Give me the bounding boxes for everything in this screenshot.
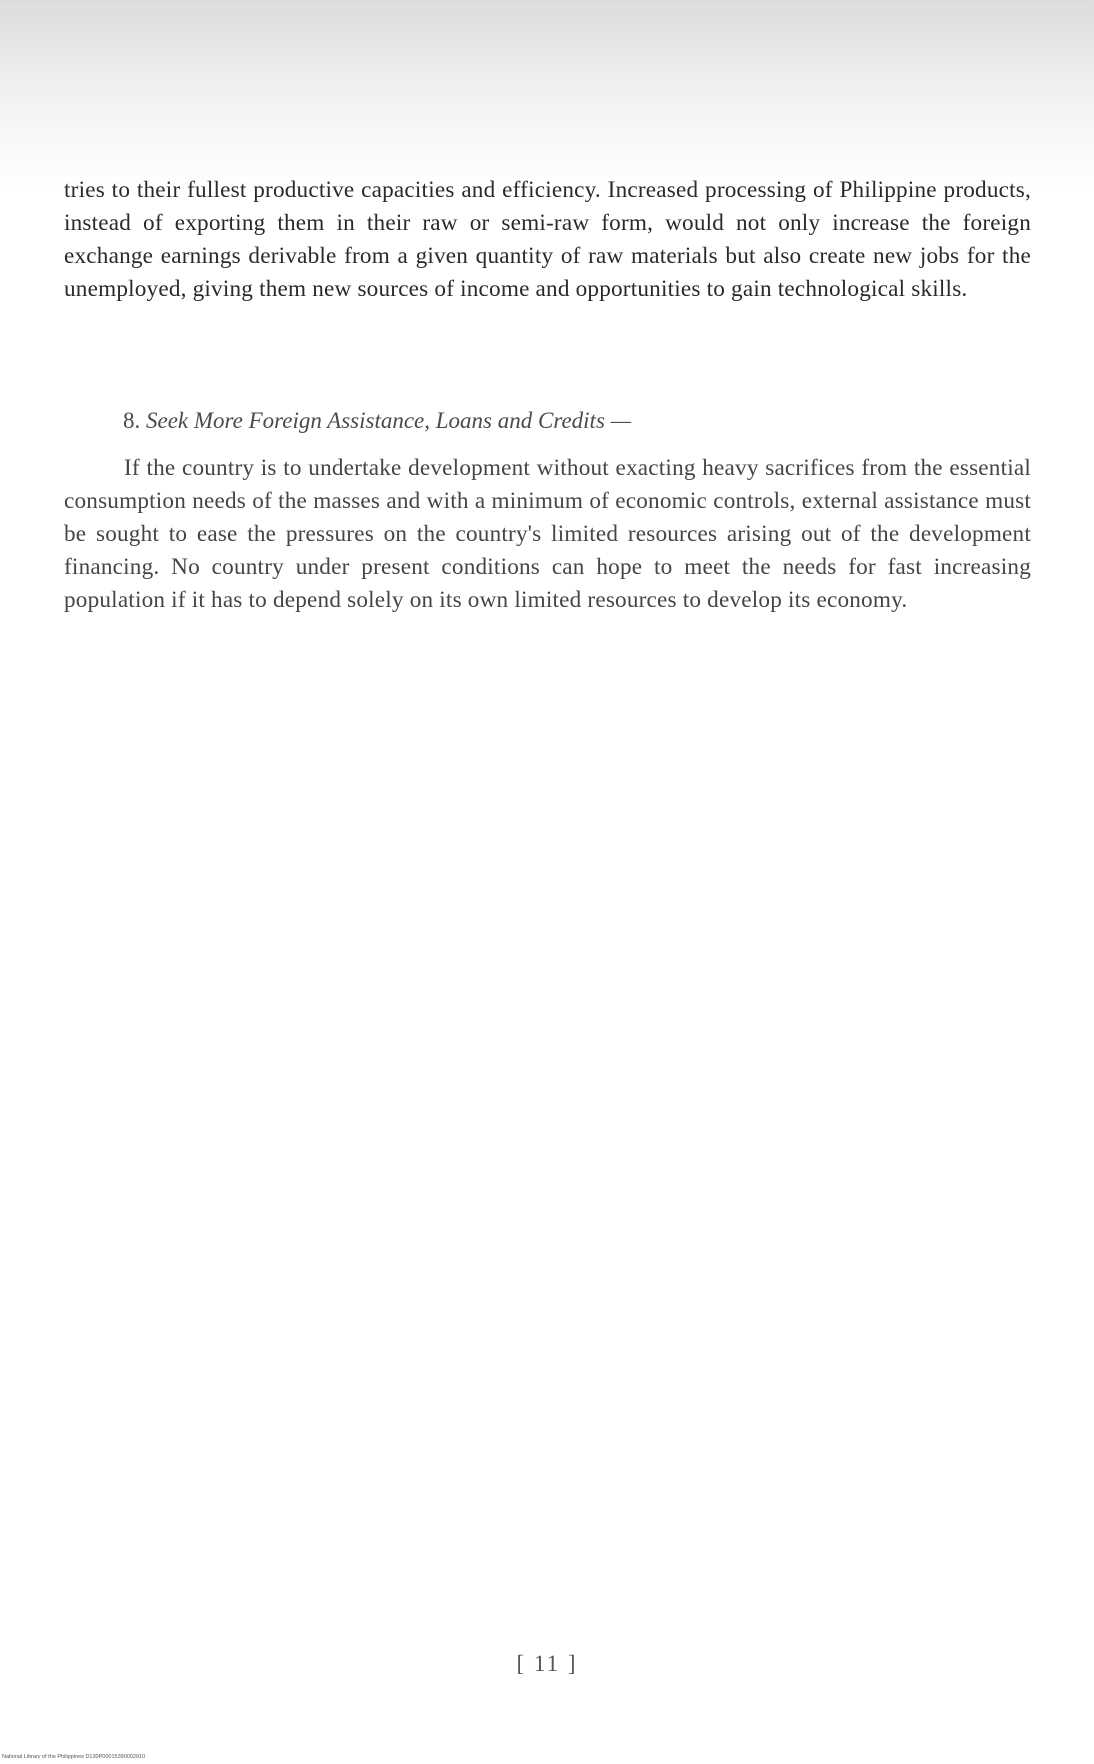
scan-footer-note: National Library of the Philippines D130P00015390002910 bbox=[2, 1754, 146, 1760]
section-heading bbox=[123, 405, 631, 437]
page-number: [ 11 ] bbox=[516, 1651, 578, 1676]
section-number: 8. bbox=[123, 408, 141, 433]
section-title: Seek More Foreign Assistance, Loans and Credits — bbox=[146, 408, 632, 433]
body-paragraph-1: tries to their fullest productive capacities and efficiency. Increased processing of Philippine products, instead of exporting them in their raw or semi-raw form, would not only increase the foreign exchange earnings derivable from a given quantity of raw materials but also create new jobs for the unemployed, giving them new sources of income and opportunities to gain technological skills. bbox=[64, 177, 1031, 302]
body-paragraph-2: If the country is to undertake development without exacting heavy sacrifices from the essential consumption needs of the masses and with a minimum of economic controls, external assistance must be sought to ease the pressures on the country's limited resources arising out of the development financing. No country under present conditions can hope to meet the needs for fast increasing population if it has to depend solely on its own limited resources to develop its economy. bbox=[64, 455, 1031, 613]
